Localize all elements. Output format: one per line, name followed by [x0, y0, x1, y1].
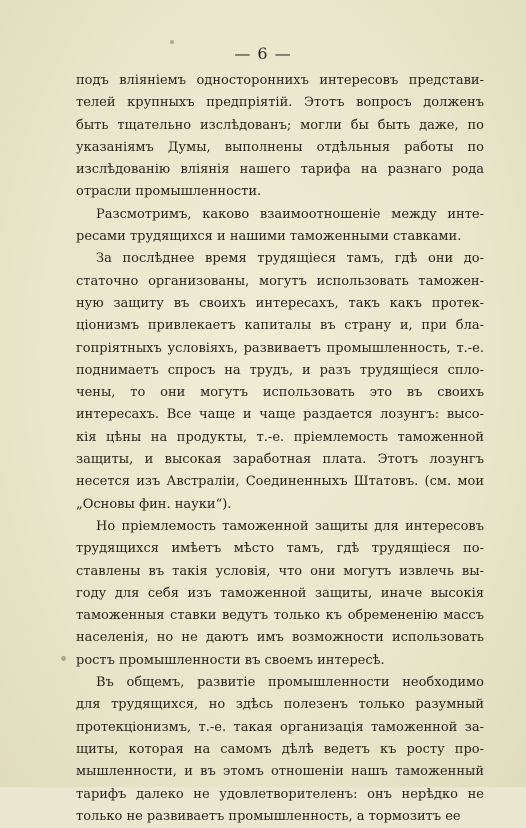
- text-line: только не развиваетъ промышленность, а тормозитъ ее: [76, 808, 461, 824]
- text-line: трудящихся имѣетъ мѣсто тамъ, гдѣ трудящіеся по-: [76, 541, 484, 557]
- paragraph: [76, 70, 484, 204]
- paragraph: [76, 516, 484, 672]
- text-line: подъ вліяніемъ одностороннихъ интересовъ представи-: [76, 73, 484, 88]
- text-line: несется изъ Австраліи, Соединенныхъ Штатовъ. (см. мои: [76, 474, 484, 490]
- page-number: — 6 —: [234, 44, 292, 63]
- text-line: гопріятныхъ условіяхъ, развиваетъ промышленность, т.-е.: [76, 340, 484, 356]
- text-line: тарифъ далеко не удовлетворителенъ: онъ нерѣдко не: [76, 786, 484, 802]
- text-line: таможенныя ставки ведутъ только къ обремененію массъ: [76, 608, 484, 624]
- text-line: Но пріемлемость таможенной защиты для интересовъ: [96, 518, 484, 534]
- paragraph: [76, 672, 484, 828]
- text-line: изслѣдованію вліянія нашего тарифа на разнаго рода: [76, 162, 484, 178]
- text-line: отрасли промышленности.: [76, 184, 262, 200]
- text-line: „Основы фин. науки“).: [76, 496, 232, 512]
- text-line: ростъ промышленности въ своемъ интересѣ.: [76, 652, 385, 668]
- text-line: ную защиту въ своихъ интересахъ, такъ какъ протек-: [76, 295, 484, 311]
- paragraph: [76, 248, 484, 516]
- text-line: населенія, но не даютъ имъ возможности использовать: [76, 630, 484, 646]
- text-line: щиты, которая на самомъ дѣлѣ ведетъ къ росту про-: [76, 741, 484, 757]
- text-line: мышленности, и въ этомъ отношеніи нашъ таможенный: [76, 764, 484, 780]
- paragraph: [76, 204, 484, 249]
- text-line: поднимаетъ спросъ на трудъ, и разъ трудящіеся спло-: [76, 362, 484, 378]
- text-line: году для себя изъ таможенной защиты, иначе высокія: [76, 585, 484, 601]
- text-line: для трудящихся, но здѣсь полезенъ только разумный: [76, 697, 484, 713]
- paper-speck: [61, 656, 66, 661]
- text-line: ресами трудящихся и нашими таможенными ставками.: [76, 229, 462, 245]
- text-line: кія цѣны на продукты, т.-е. пріемлемость таможенной: [76, 429, 484, 445]
- text-line: Разсмотримъ, каково взаимоотношеніе между инте-: [96, 206, 484, 222]
- text-line: чены, то они могутъ использовать это въ своихъ: [76, 385, 484, 401]
- text-line: За послѣднее время трудящіеся тамъ, гдѣ они до-: [96, 251, 484, 267]
- text-line: ціонизмъ привлекаетъ капиталы въ страну и, при бла-: [76, 318, 484, 334]
- text-line: телей крупныхъ предпріятій. Этотъ вопросъ долженъ: [76, 95, 484, 111]
- body-text: [76, 70, 484, 828]
- text-line: быть тщательно изслѣдованъ; могли бы быть даже, по: [76, 117, 484, 133]
- text-line: ставлены въ такія условія, что они могутъ извлечь вы-: [76, 563, 484, 579]
- text-line: протекціонизмъ, т.-е. такая организація таможенной за-: [76, 719, 484, 735]
- text-line: статочно организованы, могутъ использовать таможен-: [76, 273, 484, 289]
- text-line: интересахъ. Все чаще и чаще раздается лозунгъ: высо-: [76, 407, 484, 423]
- text-line: защиты, и высокая заработная плата. Этотъ лозунгъ: [76, 452, 484, 468]
- text-line: Въ общемъ, развитіе промышленности необходимо: [96, 675, 484, 691]
- text-line: указаніямъ Думы, выполнены отдѣльныя работы по: [76, 139, 484, 155]
